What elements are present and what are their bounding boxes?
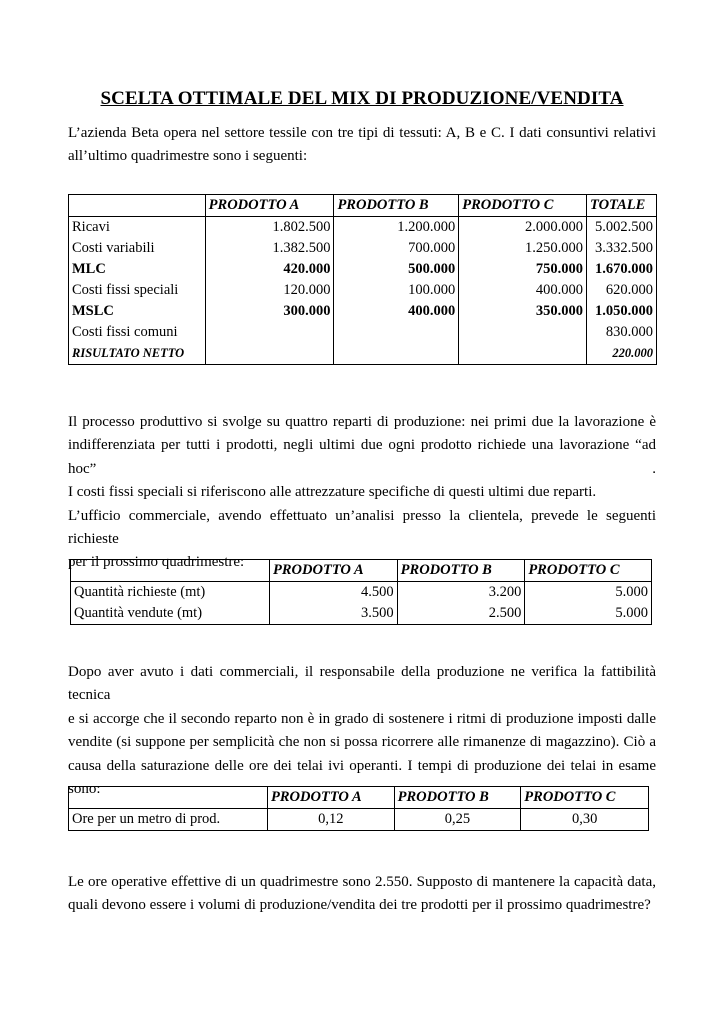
table-cell: 2.500 bbox=[397, 603, 525, 625]
process-line: Il processo produttivo si svolge su quattro reparti di produzione: nei primi due la lavorazione è bbox=[68, 414, 656, 430]
table-cell: 0,30 bbox=[521, 809, 649, 831]
row-label: RISULTATO NETTO bbox=[69, 343, 206, 365]
table-row bbox=[69, 280, 657, 301]
table-header-cell: PRODOTTO B bbox=[394, 787, 521, 809]
table-row bbox=[71, 603, 652, 625]
table-header-row bbox=[69, 787, 649, 809]
table-cell: 5.002.500 bbox=[586, 217, 656, 239]
table-cell: 5.000 bbox=[525, 582, 652, 604]
production-line: e si accorge che il secondo reparto non è in grado di sostenere i ritmi di produzione imposti dalle bbox=[68, 710, 656, 727]
table-cell: 100.000 bbox=[334, 280, 459, 301]
table-cell: 1.382.500 bbox=[205, 238, 334, 259]
table-cell bbox=[459, 322, 587, 343]
table-cell: 350.000 bbox=[459, 301, 587, 322]
table-header-cell: PRODOTTO C bbox=[525, 560, 652, 582]
table-cell: 120.000 bbox=[205, 280, 334, 301]
table-header-cell bbox=[71, 560, 270, 582]
table-header-cell: PRODOTTO C bbox=[459, 195, 587, 217]
table-cell: 1.050.000 bbox=[586, 301, 656, 322]
production-paragraph bbox=[68, 661, 656, 801]
table-header-cell: PRODOTTO B bbox=[334, 195, 459, 217]
table-row bbox=[69, 259, 657, 280]
document-title: SCELTA OTTIMALE DEL MIX DI PRODUZIONE/VENDITA bbox=[100, 88, 624, 109]
table-cell: 3.332.500 bbox=[586, 238, 656, 259]
process-line: I costi fissi speciali si riferiscono alle attrezzature specifiche di questi ultimi due reparti. bbox=[68, 484, 597, 501]
table-cell: 1.802.500 bbox=[205, 217, 334, 239]
table-row bbox=[69, 343, 657, 365]
process-line: per il prossimo quadrimestre: bbox=[68, 554, 245, 571]
row-label: Quantità richieste (mt) bbox=[71, 582, 270, 604]
table-cell: 830.000 bbox=[586, 322, 656, 343]
table-cell: 5.000 bbox=[525, 603, 652, 625]
table-cell: 1.250.000 bbox=[459, 238, 587, 259]
table-cell: 750.000 bbox=[459, 259, 587, 280]
table-header-cell bbox=[69, 787, 268, 809]
table-row bbox=[69, 217, 657, 239]
row-label: MSLC bbox=[69, 301, 206, 322]
table-cell: 1.670.000 bbox=[586, 259, 656, 280]
process-paragraph bbox=[68, 411, 656, 575]
table-header-row bbox=[69, 195, 657, 217]
table-row bbox=[69, 322, 657, 343]
table-cell: 500.000 bbox=[334, 259, 459, 280]
table-cell: 2.000.000 bbox=[459, 217, 587, 239]
table-cell bbox=[205, 343, 334, 365]
table-cell: 620.000 bbox=[586, 280, 656, 301]
table-header-cell: TOTALE bbox=[586, 195, 656, 217]
table-cell: 0,25 bbox=[394, 809, 521, 831]
table-row bbox=[69, 809, 649, 831]
table-row bbox=[69, 238, 657, 259]
table-row bbox=[69, 301, 657, 322]
row-label: Ricavi bbox=[69, 217, 206, 239]
table-cell: 400.000 bbox=[459, 280, 587, 301]
production-times-table bbox=[68, 786, 649, 831]
table-cell bbox=[334, 322, 459, 343]
income-statement-table bbox=[68, 194, 657, 365]
table-cell: 300.000 bbox=[205, 301, 334, 322]
row-label: Ore per un metro di prod. bbox=[69, 809, 268, 831]
table-header-cell bbox=[69, 195, 206, 217]
table-cell: 700.000 bbox=[334, 238, 459, 259]
table-cell: 420.000 bbox=[205, 259, 334, 280]
table-row bbox=[71, 582, 652, 604]
row-label: Costi fissi comuni bbox=[69, 322, 206, 343]
row-label: MLC bbox=[69, 259, 206, 280]
production-line: causa della saturazione delle ore dei telai ivi operanti. I tempi di produzione dei telai in esame sono: bbox=[68, 757, 656, 798]
table-cell: 220.000 bbox=[586, 343, 656, 365]
process-line: L’ufficio commerciale, avendo effettuato un’analisi presso la clientela, prevede le seguenti richieste bbox=[68, 507, 656, 548]
table-cell: 3.200 bbox=[397, 582, 525, 604]
table-cell: 4.500 bbox=[270, 582, 398, 604]
table-header-cell: PRODOTTO B bbox=[397, 560, 525, 582]
sales-forecast-table bbox=[70, 559, 652, 625]
table-header-cell: PRODOTTO A bbox=[268, 787, 395, 809]
table-cell bbox=[459, 343, 587, 365]
table-cell: 1.200.000 bbox=[334, 217, 459, 239]
table-header-cell: PRODOTTO A bbox=[270, 560, 398, 582]
row-label: Quantità vendute (mt) bbox=[71, 603, 270, 625]
table-cell bbox=[334, 343, 459, 365]
table-header-cell: PRODOTTO C bbox=[521, 787, 649, 809]
row-label: Costi fissi speciali bbox=[69, 280, 206, 301]
process-line: indifferenziata per tutti i prodotti, negli ultimi due ogni prodotto richiede una lavorazione “ad hoc” . bbox=[68, 437, 656, 477]
intro-line: all’ultimo quadrimestre sono i seguenti: bbox=[68, 148, 308, 165]
production-line: vendite (si suppone per semplicità che non si possa ricorrere alle rimanenze di magazzino). Ciò a bbox=[68, 734, 656, 751]
question-line: Le ore operative effettive di un quadrimestre sono 2.550. Supposto di mantenere la capacità data, bbox=[68, 874, 656, 890]
question-paragraph bbox=[68, 871, 656, 918]
table-header-row bbox=[71, 560, 652, 582]
table-cell: 3.500 bbox=[270, 603, 398, 625]
intro-line: L’azienda Beta opera nel settore tessile con tre tipi di tessuti: A, B e C. I dati consuntivi relativi bbox=[68, 125, 656, 141]
table-cell: 0,12 bbox=[268, 809, 395, 831]
table-header-cell: PRODOTTO A bbox=[205, 195, 334, 217]
production-line: Dopo aver avuto i dati commerciali, il responsabile della produzione ne verifica la fattibilità tecnica bbox=[68, 664, 656, 704]
intro-paragraph bbox=[68, 122, 656, 169]
table-cell bbox=[205, 322, 334, 343]
question-line: quali devono essere i volumi di produzione/vendita dei tre prodotti per il prossimo quadrimestre? bbox=[68, 897, 651, 914]
row-label: Costi variabili bbox=[69, 238, 206, 259]
table-cell: 400.000 bbox=[334, 301, 459, 322]
